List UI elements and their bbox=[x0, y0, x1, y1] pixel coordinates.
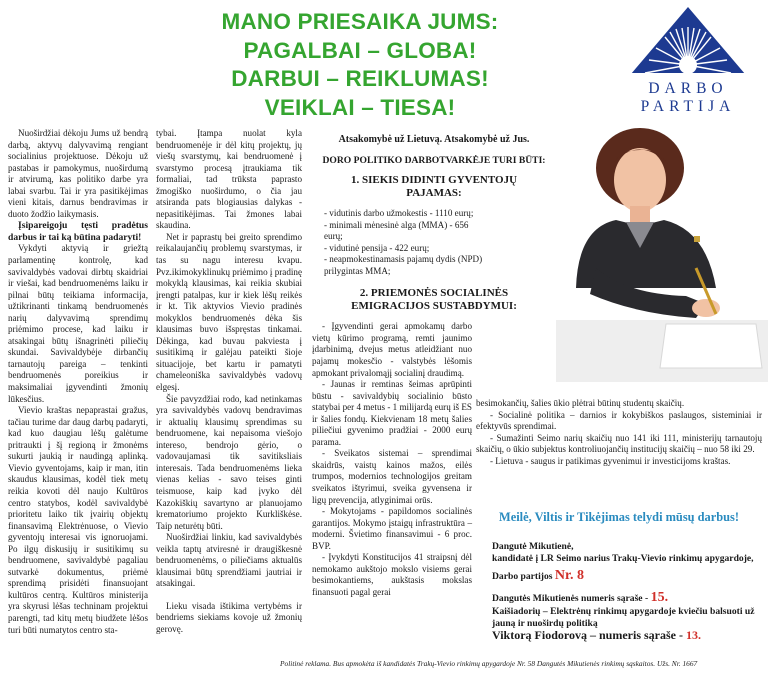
logo-text-partija: PARTIJA bbox=[640, 98, 736, 115]
list-label: Dangutės Mikutienės numeris sąraše - bbox=[492, 593, 649, 604]
paragraph: besimokančių, šalies ūkio plėtrai būtinų studentų skaičių. bbox=[476, 398, 685, 408]
headline-line-4: VEIKLAI – TIESA! bbox=[264, 94, 456, 120]
list-item: - vidutinė pensija - 422 eurų; bbox=[324, 242, 430, 253]
paragraph: Šie pavyzdžiai rodo, kad netinkamas yra savivaldybės vadovų bendravimas ir aktualių klausimų sprendimas su bendruomene, kai nepaisoma viešojo intereso, bendrojo gėrio, o vadovaujamasi tik savitiksliais interesais. Tada bendruomenėms lieka vienas kelias - savo teises ginti teismuose, kaip kad įvyko dėl Kazokiškių savartyno ar planuojamo krematoriumo projekto Kurkliškėse. Taip neturėtų būti. bbox=[156, 393, 302, 531]
income-list bbox=[312, 208, 484, 277]
list-item: - neapmokestinamasis pajamų dydis (NPD) prilygintas MMA; bbox=[324, 254, 483, 276]
column-4 bbox=[476, 398, 762, 467]
other-candidate-line bbox=[492, 630, 701, 642]
candidate-photo bbox=[556, 118, 768, 382]
tagline: Atsakomybė už Lietuvą. Atsakomybė už Jus. bbox=[338, 134, 530, 145]
headline-line-1: MANO PRIESAIKA JUMS: bbox=[221, 9, 499, 34]
list-number-line bbox=[492, 592, 668, 605]
paragraph: tybai. Įtampa nuolat kyla bendruomenėje ir dėl kitų projektų, jų viešų svarstymų, kai bendruomenė į svarstymo procesą įtraukiama tik formaliai, tad trūksta paprasto žmogiško nuoširdumo, o čia jau atsiranda pats blogiausias dalykas - nepasitikėjimas. Tai žmones labai skaudina. bbox=[156, 128, 302, 231]
paragraph: - Įvykdyti Konstitucijos 41 straipsnį dėl nemokamo aukštojo mokslo visiems gerai besimokantiems, aukštasis mokslas finansuoti pagal gerai bbox=[312, 552, 472, 597]
list-item: - minimali mėnesinė alga (MMA) - 656 eurų; bbox=[324, 219, 469, 242]
agenda-body bbox=[312, 321, 472, 598]
headline-line-2: PAGALBAI – GLOBA! bbox=[243, 37, 477, 63]
other-candidate-label: Viktorą Fiodorovą – numeris sąraše - bbox=[492, 628, 683, 642]
party-label: Darbo partijos bbox=[492, 571, 553, 582]
section-heading: Įsipareigoju tęsti pradėtus darbus ir tai ką būtina padaryti! bbox=[8, 220, 148, 243]
paragraph: Nuoširdžiai dėkoju Jums už bendrą darbą, aktyvų dalyvavimą rengiant socialinius projektuose. Dėkoju už pastabas ir pamokymus, nuoširdumą ir atvirumą, kas politiko darbe yra labai svarbu. Tai ir yra pasitikėjimas vieni kitais, darnus bendravimas ir duoto žodžio laikymasis. bbox=[8, 128, 148, 219]
slogan: Meilė, Viltis ir Tikėjimas telydi mūsų darbus! bbox=[499, 510, 739, 524]
paragraph: - Mokytojams - papildomos socialinės garantijos. Mokymo įstaigų infrastruktūra – moderni. Švietimo finansavimui - 6 proc. BVP. bbox=[312, 506, 472, 551]
invite-text: Kaišiadorių – Elektrėnų rinkimų apygardoje kviečiu balsuoti už jauną ir nuoširdų politiką bbox=[492, 606, 755, 629]
candidate-title: kandidatė į LR Seimo narius Trakų-Vievio rinkimų apygardoje, bbox=[492, 553, 754, 564]
paragraph: Net ir paprastų bei greito sprendimo reikalaujančių problemų svarstymas, ir tas su nagu interesu kvapu. Pvz.ikimokyklinukų priėmimo į pradinę mokyklą klausimas, kai reikia skubiai įrengti patalpas, kur ir kiek lėšų reikės ir kt. Tik aktyvios Vievio pradinės mokyklos bendruomenės dėka šis klausimas buvo išspręstas tinkamai. Dėkinga, kad buvau pakviesta į susitikimą ir galėjau pateikti šioje situacijoje, bet kartu ir pamatyti chameleoniška savivaldybės vadovų elgesį. bbox=[156, 231, 302, 393]
agenda-subtitle: DORO POLITIKO DARBOTVARKĖJE TURI BŪTI: bbox=[322, 154, 546, 166]
paragraph: - Lietuva - saugus ir patikimas gyvenimui ir investicijoms kraštas. bbox=[490, 455, 731, 466]
paragraph: Lieku visada ištikima vertybėms ir bendriems siekiams kovoje už žmonių gerovę. bbox=[156, 600, 302, 634]
footer-note: Politinė reklama. Bus apmokėta iš kandidatės Trakų-Vievio rinkimų apygardoje Nr. 58 Dangutės Mikutienės rinkimų sąskaitos. Užs. Nr. 1667 bbox=[280, 659, 698, 668]
column-1 bbox=[8, 128, 148, 636]
paragraph: - Jaunas ir remtinas šeimas aprūpinti būstu - savivaldybių socialinio būsto statybai per 4 metus - 1 milijardą eurų iš ES ir šalies fondų. Kiekvienam 18 metų šalies piliečiui gyvenimo pradžiai - 2000 eurų parama. bbox=[312, 379, 472, 447]
agenda-heading-1: 1. SIEKIS DIDINTI GYVENTOJŲ PAJAMAS: bbox=[350, 174, 518, 200]
party-number: Nr. 8 bbox=[554, 568, 584, 583]
headline-line-3: DARBUI – REIKLUMAS! bbox=[231, 66, 489, 91]
paragraph: Vievio kraštas nepaprastai gražus, tačiau turime dar daug darbų padaryti, kad kuo daugiau lėšų galėtume pritraukti į šį regioną ir žmonėms sukurti jaukią ir naudingą aplinką. Vievio gyventojams, kaip ir man, itin skaudus klausimas, kodėl tiek metų reikia kovoti dėl naujo Kultūros centro statybos, kodėl savivaldybė prioritetu laiko tik įvairių objektų finansavimą Elektrėnuose, o Vievio gyventojų interesai vis ignoruojami. Po ilgų diskusijų ir susitikimų su bendruomene, savivaldybė pagaliau sutvarkė dokumentus, priėmė sprendimą prisidėti finansuojant kultūros centrą. Kultūros ministerija yra skyrusi lėšas techninam projektui parengti, tad kitų metų biudžete lėšos turi būti numatytos centro sta- bbox=[8, 405, 148, 635]
paragraph: Vykdyti aktyvią ir griežtą parlamentinę kontrolę, kad savivaldybės vadovai dirbtų skaidriai ir viešai, kad bendruomenėms laiku ir pilnai būtų teikiama informacija, užtikrinanti tinkamą bendruomenės narių dalyvavimą sprendimų priėmimo procese, kad laiku ir atsakingai būtų išnagrinėti piliečių skundai. Savivaldybėje dirbančių tarnautojų pareiga – tenkinti bendruomenės poreikius ir maksimaliai įgyvendinti žmonių lūkesčius. bbox=[8, 243, 148, 404]
party-number-line bbox=[492, 570, 584, 583]
headline bbox=[150, 8, 570, 122]
agenda-heading-2: 2. PRIEMONĖS SOCIALINĖS EMIGRACIJOS SUSTABDYMUI: bbox=[351, 287, 517, 313]
other-candidate-number: 13. bbox=[686, 628, 701, 642]
paragraph: Nuoširdžiai linkiu, kad savivaldybės veikla taptų atviresnė ir draugiškesnė bendruomenėms, o piliečiams aktualūs klausimai būtų sprendžiami jautriai ir atsakingai. bbox=[156, 532, 302, 589]
logo-text-darbo: DARBO bbox=[648, 80, 728, 97]
paragraph: - Sumažinti Seimo narių skaičių nuo 141 iki 111, ministerijų tarnautojų skaičių, o ūkio subjektus kontroliuojančių institucijų skaičių – nuo 58 iki 29. bbox=[476, 432, 762, 455]
column-2 bbox=[156, 128, 302, 636]
column-3 bbox=[312, 134, 556, 599]
paragraph: - Įgyvendinti gerai apmokamų darbo vietų kūrimo programą, remti jaunimo įdarbinimą, dvejus metus atleidžiant nuo pajamų mokesčio - valstybės lėšomis apmokant privalomąjį socialinį draudimą. bbox=[312, 321, 472, 378]
list-item: - vidutinis darbo užmokestis - 1110 eurų; bbox=[324, 208, 474, 219]
list-number: 15. bbox=[650, 590, 669, 605]
paragraph: - Sveikatos sistemai – sprendimai skaidrūs, vaistų kainos mažos, eilės trumpos, modernios technologijos greitam sveikatos ištyrimui, sveika gyvensena ir ligų prevencija, atlyginimai orūs. bbox=[312, 448, 472, 505]
candidate-name: Dangutė Mikutienė, bbox=[492, 541, 574, 552]
paragraph: - Socialinė politika – darnios ir kokybiškos paslaugos, sisteminiai ir efektyvūs sprendimai. bbox=[476, 409, 762, 432]
